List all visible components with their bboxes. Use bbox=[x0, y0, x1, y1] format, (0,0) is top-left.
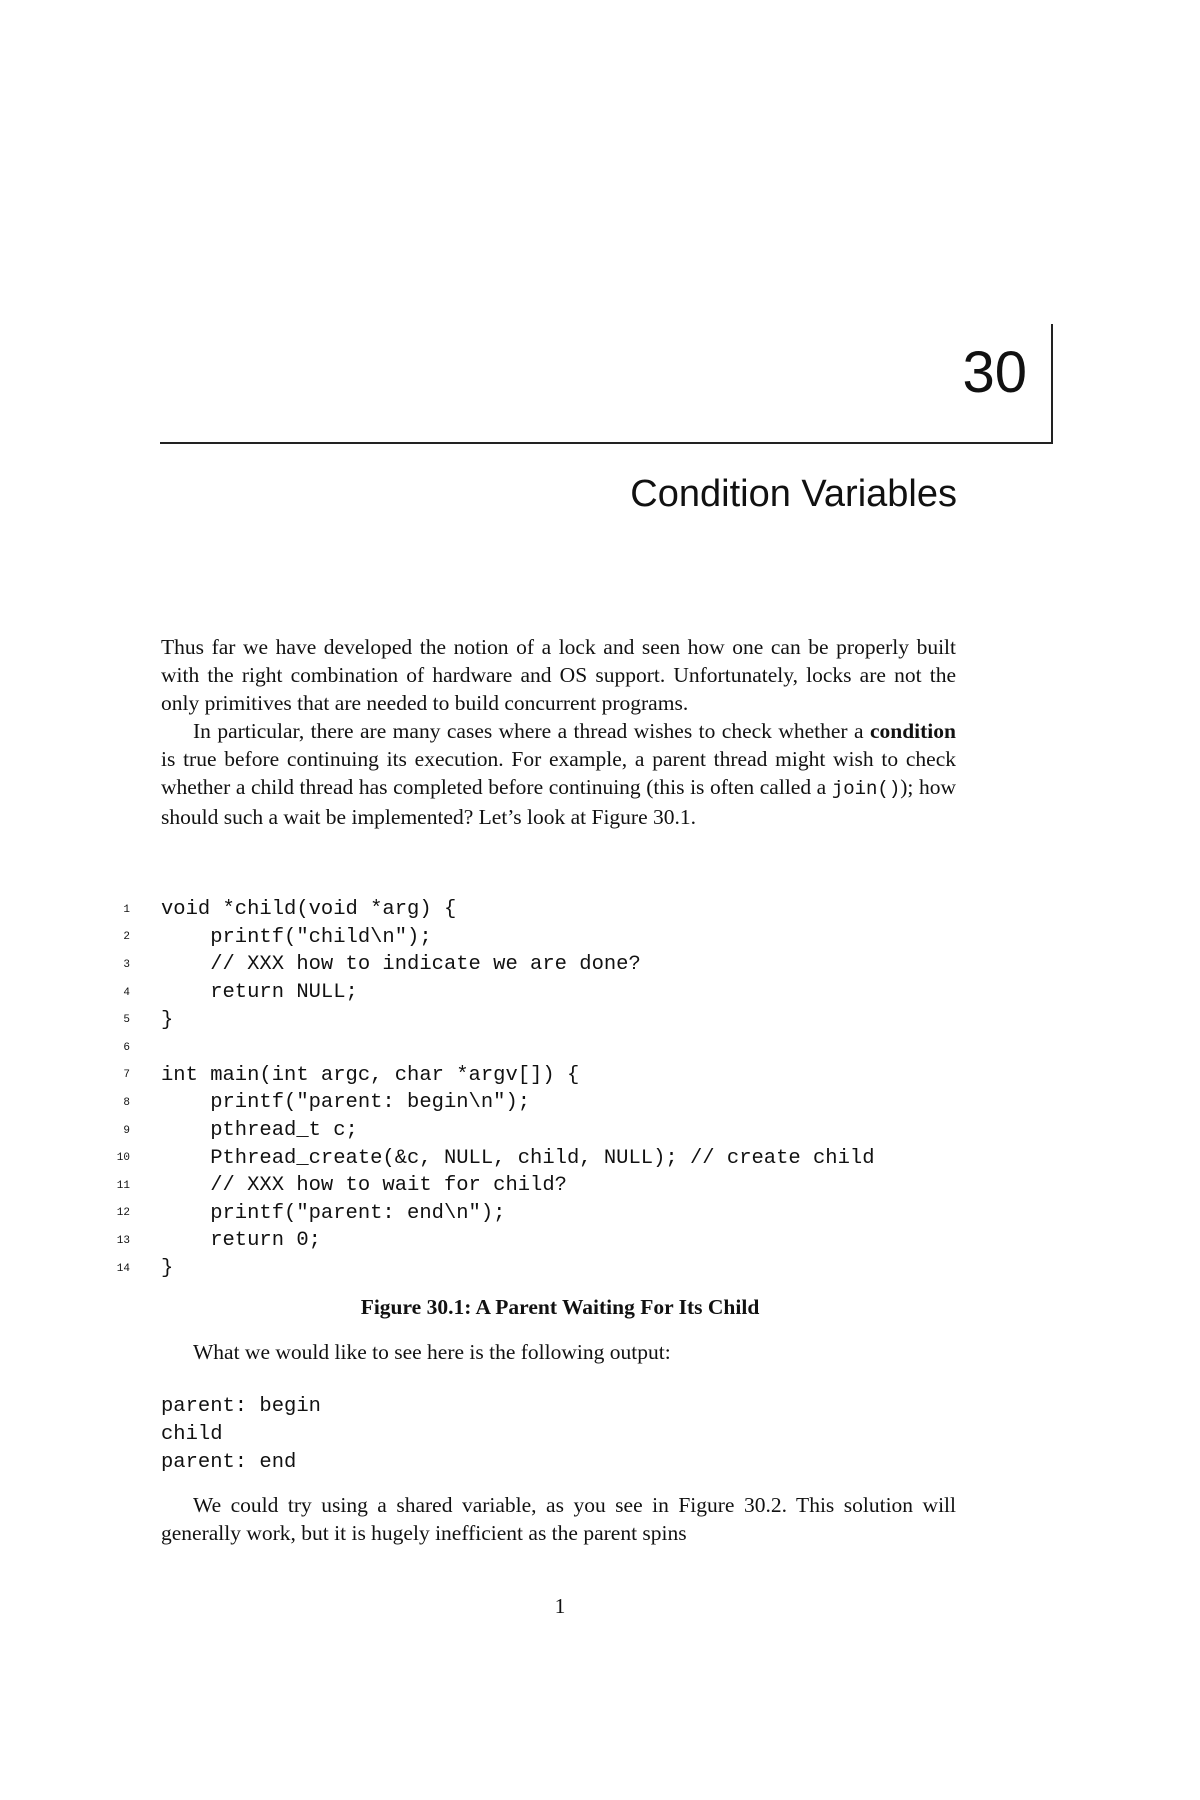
code-line-text: pthread_t c; bbox=[161, 1119, 358, 1143]
code-line bbox=[100, 1089, 875, 1117]
page-number: 1 bbox=[554, 1594, 566, 1618]
intro-paragraph-2-text-c: ); how should such a wait be implemented? Let’s look at Figure 30.1. bbox=[161, 775, 956, 829]
code-line bbox=[100, 1062, 875, 1090]
code-line-text: return NULL; bbox=[161, 981, 358, 1005]
condition-term: condition bbox=[869, 719, 956, 743]
code-line bbox=[100, 1144, 875, 1172]
code-line-number: 1 bbox=[123, 903, 130, 916]
join-code: join() bbox=[831, 778, 901, 800]
output-line: parent: begin bbox=[161, 1395, 321, 1418]
code-line bbox=[100, 1172, 875, 1200]
code-line bbox=[100, 1227, 875, 1255]
closing-section bbox=[161, 1491, 956, 1547]
code-line-number: 9 bbox=[123, 1124, 130, 1137]
code-line bbox=[100, 896, 875, 924]
output-line: child bbox=[161, 1423, 223, 1446]
code-line-number: 6 bbox=[123, 1041, 130, 1054]
code-line-text: } bbox=[161, 1008, 174, 1032]
code-line bbox=[100, 924, 875, 952]
code-line-number: 8 bbox=[123, 1096, 130, 1109]
code-listing bbox=[100, 896, 875, 1282]
intro-paragraph-2-text-b: is true before continuing its execution. For example, a parent thread might wish to check whether a child thread has completed before continuing (this is often called a bbox=[161, 747, 956, 799]
code-line-text: printf("parent: begin\n"); bbox=[161, 1091, 531, 1115]
chapter-rule-horizontal bbox=[160, 442, 1053, 444]
code-line bbox=[100, 1117, 875, 1145]
output-intro-paragraph: What we would like to see here is the following output: bbox=[193, 1340, 671, 1364]
chapter-number: 30 bbox=[962, 340, 1027, 405]
code-line-number: 2 bbox=[123, 931, 130, 944]
figure-caption: Figure 30.1: A Parent Waiting For Its Child bbox=[360, 1295, 760, 1319]
code-line-text: printf("parent: end\n"); bbox=[161, 1201, 506, 1225]
code-line-text: printf("child\n"); bbox=[161, 925, 432, 949]
code-line bbox=[100, 1006, 875, 1034]
chapter-title: Condition Variables bbox=[630, 473, 957, 515]
code-line-number: 7 bbox=[123, 1069, 130, 1082]
code-line-text: // XXX how to wait for child? bbox=[161, 1174, 567, 1198]
code-line-number: 14 bbox=[116, 1262, 130, 1275]
output-line: parent: end bbox=[161, 1451, 297, 1474]
code-line-text: int main(int argc, char *argv[]) { bbox=[161, 1063, 580, 1087]
intro-paragraph-1: Thus far we have developed the notion of a lock and seen how one can be properly built with the right combination of hardware and OS support. Unfortunately, locks are not the only primitives that are needed to build concurrent programs. bbox=[161, 635, 956, 715]
intro-section bbox=[161, 633, 956, 831]
intro-paragraph-2 bbox=[161, 717, 956, 831]
code-line-number: 3 bbox=[123, 958, 130, 971]
code-line-number: 5 bbox=[123, 1014, 130, 1027]
code-line bbox=[100, 951, 875, 979]
code-line-number: 11 bbox=[116, 1179, 130, 1192]
closing-paragraph: We could try using a shared variable, as you see in Figure 30.2. This solution will generally work, but it is hugely inefficient as the parent spins bbox=[161, 1493, 956, 1545]
code-line bbox=[100, 979, 875, 1007]
chapter-rule-vertical bbox=[1051, 324, 1053, 444]
code-line bbox=[100, 1034, 875, 1062]
output-listing bbox=[161, 1393, 321, 1477]
code-line-text: return 0; bbox=[161, 1229, 321, 1253]
code-line-number: 10 bbox=[116, 1152, 130, 1165]
code-line-text: } bbox=[161, 1257, 174, 1281]
code-line-number: 13 bbox=[116, 1234, 130, 1247]
intro-paragraph-2-text-a: In particular, there are many cases where a thread wishes to check whether a bbox=[193, 719, 870, 743]
code-line bbox=[100, 1200, 875, 1228]
code-line-text: Pthread_create(&c, NULL, child, NULL); // create child bbox=[161, 1146, 875, 1170]
code-line-number: 12 bbox=[116, 1207, 130, 1220]
code-line-number: 4 bbox=[123, 986, 130, 999]
code-line bbox=[100, 1255, 875, 1283]
code-line-text: // XXX how to indicate we are done? bbox=[161, 953, 641, 977]
output-intro-section bbox=[161, 1338, 956, 1366]
code-line-text: void *child(void *arg) { bbox=[161, 898, 457, 922]
